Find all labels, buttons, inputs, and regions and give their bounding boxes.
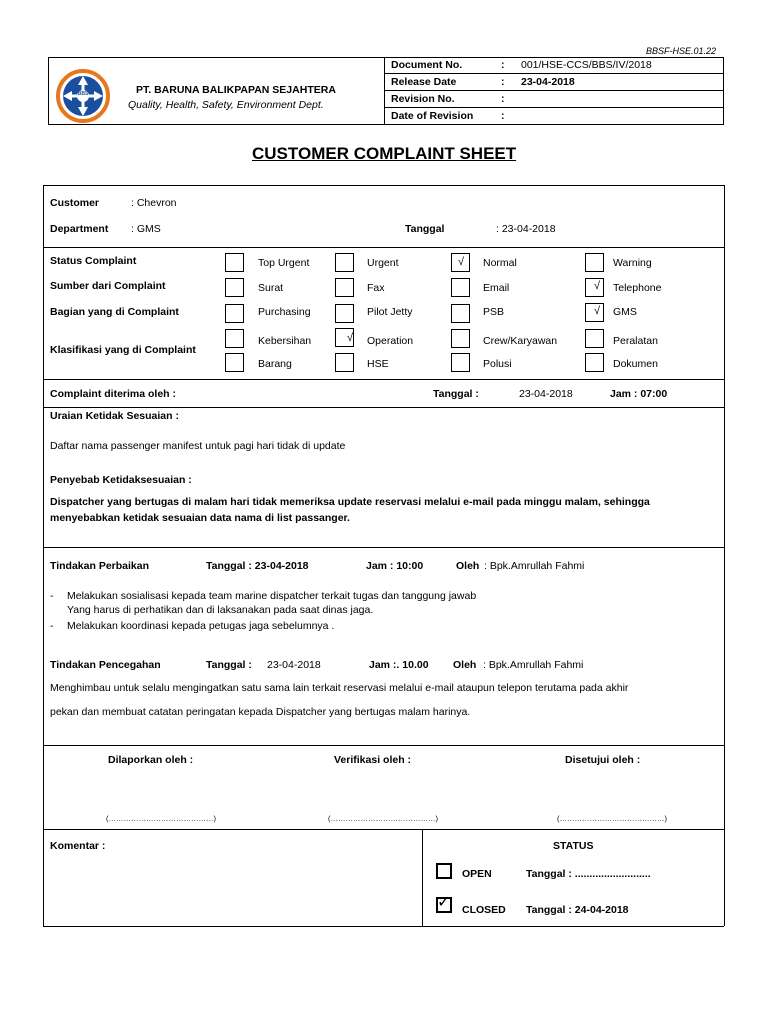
list-bullet: - xyxy=(50,620,54,632)
option-hse: HSE xyxy=(367,358,389,370)
signature-label-approved: Disetujui oleh : xyxy=(565,754,641,766)
document-code: BBSF-HSE.01.22 xyxy=(645,46,716,56)
checkbox-kebersihan[interactable] xyxy=(225,329,244,348)
tanggal-value: : 23-04-2018 xyxy=(496,223,556,235)
pencegahan-line: pekan dan membuat catatan peringatan kepada Dispatcher yang bertugas malam harinya. xyxy=(50,706,471,718)
list-item: Melakukan koordinasi kepada petugas jaga sebelumnya . xyxy=(67,620,335,632)
checkbox-psb[interactable] xyxy=(451,304,470,323)
company-dept: Quality, Health, Safety, Environment Dept. xyxy=(128,99,324,111)
check-mark-icon: √ xyxy=(458,256,465,268)
pencegahan-oleh-value: : Bpk.Amrullah Fahmi xyxy=(483,659,584,671)
signature-label-verified: Verifikasi oleh : xyxy=(334,754,412,766)
option-peralatan: Peralatan xyxy=(613,335,658,347)
penyebab-label: Penyebab Ketidaksesuaian : xyxy=(50,474,192,486)
option-surat: Surat xyxy=(258,282,284,294)
pencegahan-label: Tindakan Pencegahan xyxy=(50,659,161,671)
checkbox-top-urgent[interactable] xyxy=(225,253,244,272)
uraian-label: Uraian Ketidak Sesuaian : xyxy=(50,410,179,422)
checkbox-hse[interactable] xyxy=(335,353,354,372)
closed-tanggal: Tanggal : 24-04-2018 xyxy=(526,904,629,916)
list-bullet: - xyxy=(50,590,54,602)
pencegahan-tanggal-label: Tanggal : xyxy=(206,659,252,671)
option-dokumen: Dokumen xyxy=(613,358,658,370)
komentar-label: Komentar : xyxy=(50,840,106,852)
checkbox-pilot-jetty[interactable] xyxy=(335,304,354,323)
pencegahan-jam: Jam :. 10.00 xyxy=(369,659,429,671)
perbaikan-oleh-label: Oleh xyxy=(456,560,480,572)
list-item: Yang harus di perhatikan dan di laksanakan pada saat dinas jaga. xyxy=(67,604,374,616)
form-border-left xyxy=(43,185,44,926)
penyebab-line: Dispatcher yang bertugas di malam hari tidak memeriksa update reservasi melalui e-mail pada minggu malam, sehingga xyxy=(50,496,650,508)
pencegahan-oleh-label: Oleh xyxy=(453,659,477,671)
option-fax: Fax xyxy=(367,282,385,294)
doc-info-label: Document No. xyxy=(391,59,463,71)
checkbox-warning[interactable] xyxy=(585,253,604,272)
signature-line: (……………………………………) xyxy=(328,814,438,823)
perbaikan-oleh-value: : Bpk.Amrullah Fahmi xyxy=(484,560,585,572)
signature-line: (……………………………………) xyxy=(557,814,667,823)
uraian-text: Daftar nama passenger manifest untuk pagi hari tidak di update xyxy=(50,440,346,452)
check-mark-icon: √ xyxy=(347,332,354,344)
perbaikan-jam: Jam : 10:00 xyxy=(366,560,424,572)
checkbox-urgent[interactable] xyxy=(335,253,354,272)
signature-line: (……………………………………) xyxy=(106,814,216,823)
department-value: : GMS xyxy=(131,223,161,235)
checkbox-dokumen[interactable] xyxy=(585,353,604,372)
logo-text: BBS xyxy=(77,91,89,97)
bagian-complaint-label: Bagian yang di Complaint xyxy=(50,306,179,318)
option-gms: GMS xyxy=(613,306,637,318)
checkbox-barang[interactable] xyxy=(225,353,244,372)
checkbox-surat[interactable] xyxy=(225,278,244,297)
open-label: OPEN xyxy=(462,868,492,880)
option-warning: Warning xyxy=(613,257,652,269)
form-border-right xyxy=(724,185,725,926)
checkbox-polusi[interactable] xyxy=(451,353,470,372)
option-pilot-jetty: Pilot Jetty xyxy=(367,306,413,318)
diterima-jam: Jam : 07:00 xyxy=(610,388,668,400)
sumber-complaint-label: Sumber dari Complaint xyxy=(50,280,166,292)
open-checkbox[interactable] xyxy=(436,863,452,879)
checkbox-fax[interactable] xyxy=(335,278,354,297)
tanggal-label: Tanggal xyxy=(405,223,445,235)
page-title: CUSTOMER COMPLAINT SHEET xyxy=(252,144,517,163)
check-mark-icon: ✓ xyxy=(437,894,451,911)
doc-info-label: Release Date xyxy=(391,76,457,88)
option-top-urgent: Top Urgent xyxy=(258,257,310,269)
signature-label-reported: Dilaporkan oleh : xyxy=(108,754,194,766)
option-urgent: Urgent xyxy=(367,257,399,269)
department-label: Department xyxy=(50,223,109,235)
customer-value: : Chevron xyxy=(131,197,177,209)
option-normal: Normal xyxy=(483,257,517,269)
option-email: Email xyxy=(483,282,510,294)
pencegahan-line: Menghimbau untuk selalu mengingatkan satu sama lain terkait reservasi melalui e-mail ataupun telepon terutama pada akhir xyxy=(50,682,629,694)
diterima-label: Complaint diterima oleh : xyxy=(50,388,177,400)
option-telephone: Telephone xyxy=(613,282,662,294)
diterima-tanggal-label: Tanggal : xyxy=(433,388,479,400)
option-psb: PSB xyxy=(483,306,505,318)
perbaikan-tanggal: Tanggal : 23-04-2018 xyxy=(206,560,309,572)
perbaikan-label: Tindakan Perbaikan xyxy=(50,560,150,572)
status-complaint-label: Status Complaint xyxy=(50,255,137,267)
option-purchasing: Purchasing xyxy=(258,306,311,318)
checkbox-crew-karyawan[interactable] xyxy=(451,329,470,348)
option-polusi: Polusi xyxy=(483,358,512,370)
diterima-tanggal-value: 23-04-2018 xyxy=(519,388,573,400)
klasifikasi-complaint-label: Klasifikasi yang di Complaint xyxy=(50,344,196,356)
list-item: Melakukan sosialisasi kepada team marine dispatcher terkait tugas dan tanggung jawab xyxy=(67,590,477,602)
company-name: PT. BARUNA BALIKPAPAN SEJAHTERA xyxy=(136,84,336,96)
penyebab-line: menyebabkan ketidak sesuaian data nama di list passanger. xyxy=(50,512,350,524)
option-kebersihan: Kebersihan xyxy=(258,335,312,347)
checkbox-peralatan[interactable] xyxy=(585,329,604,348)
option-operation: Operation xyxy=(367,335,414,347)
option-barang: Barang xyxy=(258,358,292,370)
customer-label: Customer xyxy=(50,197,100,209)
doc-info-value: 23-04-2018 xyxy=(521,76,575,88)
check-mark-icon: √ xyxy=(594,305,601,317)
status-label: STATUS xyxy=(553,840,594,852)
closed-label: CLOSED xyxy=(462,904,506,916)
checkbox-purchasing[interactable] xyxy=(225,304,244,323)
doc-info-label: Date of Revision xyxy=(391,110,474,122)
doc-info-value: 001/HSE-CCS/BBS/IV/2018 xyxy=(521,59,652,71)
company-logo xyxy=(52,67,114,125)
pencegahan-tanggal-value: 23-04-2018 xyxy=(267,659,321,671)
option-crew-karyawan: Crew/Karyawan xyxy=(483,335,558,347)
open-tanggal: Tanggal : .......................... xyxy=(526,868,651,880)
checkbox-email[interactable] xyxy=(451,278,470,297)
doc-info-label: Revision No. xyxy=(391,93,455,105)
check-mark-icon: √ xyxy=(594,280,601,292)
